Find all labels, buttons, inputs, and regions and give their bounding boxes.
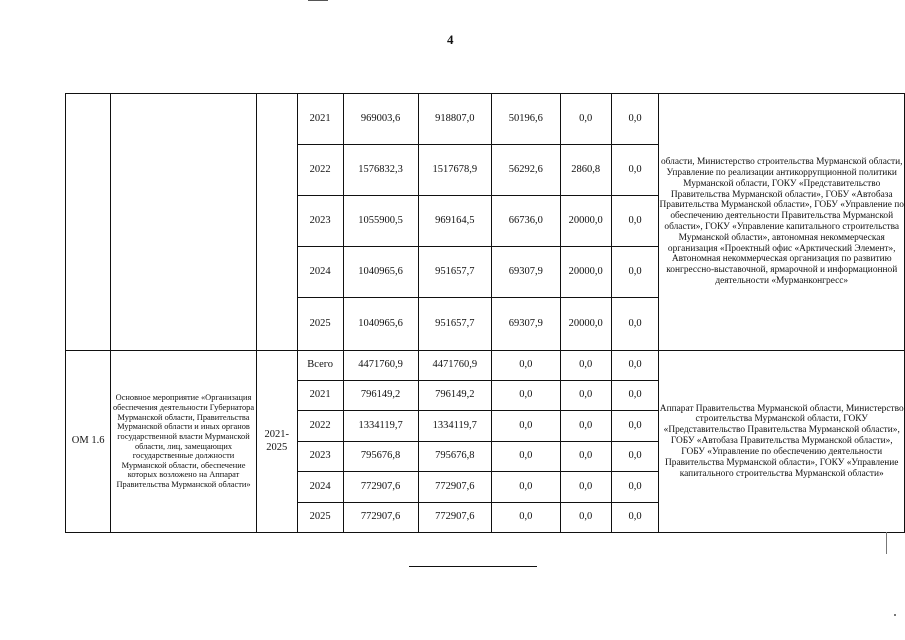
value-cell: 951657,7 [418,247,491,298]
period-text: 2021- 2025 [264,429,290,453]
value-cell: 0,0 [491,381,560,411]
value-cell: 69307,9 [491,298,560,351]
value-cell: 0,0 [611,94,659,145]
value-cell: 0,0 [611,411,659,442]
value-cell: 4471760,9 [418,351,491,381]
total-cell: 796149,2 [343,381,418,411]
value-cell: 0,0 [611,351,659,381]
year-cell: 2025 [297,298,343,351]
value-cell: 0,0 [611,503,659,533]
total-cell: 795676,8 [343,442,418,472]
value-cell: 772907,6 [418,503,491,533]
value-cell: 0,0 [560,351,611,381]
footer-rule [409,566,537,567]
value-cell: 969164,5 [418,196,491,247]
measure-description: Основное мероприятие «Организация обеспечения деятельности Губернатора Мурманской области, Правительства Мурманской области и иных органов государственной власти Мурманской области, лиц, замещающих государственные должности Мурманской области, обеспечение которых возложено на Аппарат Правительства Мурманской области» [111,351,257,533]
value-cell: 66736,0 [491,196,560,247]
value-cell: 0,0 [491,351,560,381]
value-cell: 0,0 [491,503,560,533]
value-cell: 0,0 [560,411,611,442]
table-row [66,94,905,145]
total-cell: 1334119,7 [343,411,418,442]
scan-mark [886,532,887,554]
scan-dot [894,614,896,616]
program-table [65,93,905,533]
page-number: 4 [447,32,454,47]
value-cell: 20000,0 [560,196,611,247]
value-cell: 0,0 [560,381,611,411]
total-cell: 1040965,6 [343,298,418,351]
total-cell: 1055900,5 [343,196,418,247]
year-cell: 2023 [297,196,343,247]
value-cell: 796149,2 [418,381,491,411]
year-cell: 2022 [297,145,343,196]
value-cell: 0,0 [611,472,659,503]
value-cell: 20000,0 [560,247,611,298]
value-cell: 0,0 [491,442,560,472]
year-cell: 2021 [297,94,343,145]
year-cell: 2023 [297,442,343,472]
value-cell: 772907,6 [418,472,491,503]
total-cell: 1576832,3 [343,145,418,196]
year-cell: 2024 [297,247,343,298]
value-cell: 2860,8 [560,145,611,196]
measure-code: ОМ 1.6 [66,351,111,533]
executors-cell: области, Министерство строительства Мурманской области, Управление по реализации антикоррупционной политики Мурманской области, ГОКУ «Представительство Правительства Мурманской области», ГОБУ «Автобаза Правительства Мурманской области», ГОБУ «Управление по обеспечению деятельности Правительства Мурманской области», ГОКУ «Управление капитального строительства Мурманской области», автономная некоммерческая организация «Проектный офис «Арктический Элемент», Автономная некоммерческая организация по развитию конгрессно-выставочной, ярмарочной и информационной деятельности «Мурманконгресс» [659,94,905,351]
value-cell: 0,0 [611,247,659,298]
table-row [66,351,905,381]
value-cell: 0,0 [611,381,659,411]
year-cell: Всего [297,351,343,381]
value-cell: 0,0 [560,442,611,472]
value-cell: 20000,0 [560,298,611,351]
total-cell: 969003,6 [343,94,418,145]
total-cell: 772907,6 [343,472,418,503]
value-cell: 951657,7 [418,298,491,351]
total-cell: 4471760,9 [343,351,418,381]
measure-executors: Аппарат Правительства Мурманской области, Министерство строительства Мурманской области, ГОКУ «Представительство Правительства Мурманской области», ГОБУ «Автобаза Правительства Мурманской области», ГОБУ «Управление по обеспечению деятельности Правительства Мурманской области», ГОКУ «Управление капитального строительства Мурманской области» [659,351,905,533]
value-cell: 69307,9 [491,247,560,298]
total-cell: 1040965,6 [343,247,418,298]
value-cell: 0,0 [611,442,659,472]
value-cell: 0,0 [611,145,659,196]
value-cell: 0,0 [560,472,611,503]
measure-period [256,351,297,533]
year-cell: 2021 [297,381,343,411]
value-cell: 56292,6 [491,145,560,196]
value-cell: 0,0 [491,472,560,503]
year-cell: 2024 [297,472,343,503]
top-mark [308,0,328,1]
value-cell: 0,0 [560,94,611,145]
value-cell: 50196,6 [491,94,560,145]
value-cell: 0,0 [611,298,659,351]
year-cell: 2022 [297,411,343,442]
total-cell: 772907,6 [343,503,418,533]
code-cell-empty [66,94,111,351]
value-cell: 1334119,7 [418,411,491,442]
year-cell: 2025 [297,503,343,533]
description-cell-empty [111,94,257,351]
value-cell: 0,0 [611,196,659,247]
value-cell: 0,0 [491,411,560,442]
period-cell-empty [256,94,297,351]
value-cell: 1517678,9 [418,145,491,196]
value-cell: 918807,0 [418,94,491,145]
value-cell: 795676,8 [418,442,491,472]
value-cell: 0,0 [560,503,611,533]
